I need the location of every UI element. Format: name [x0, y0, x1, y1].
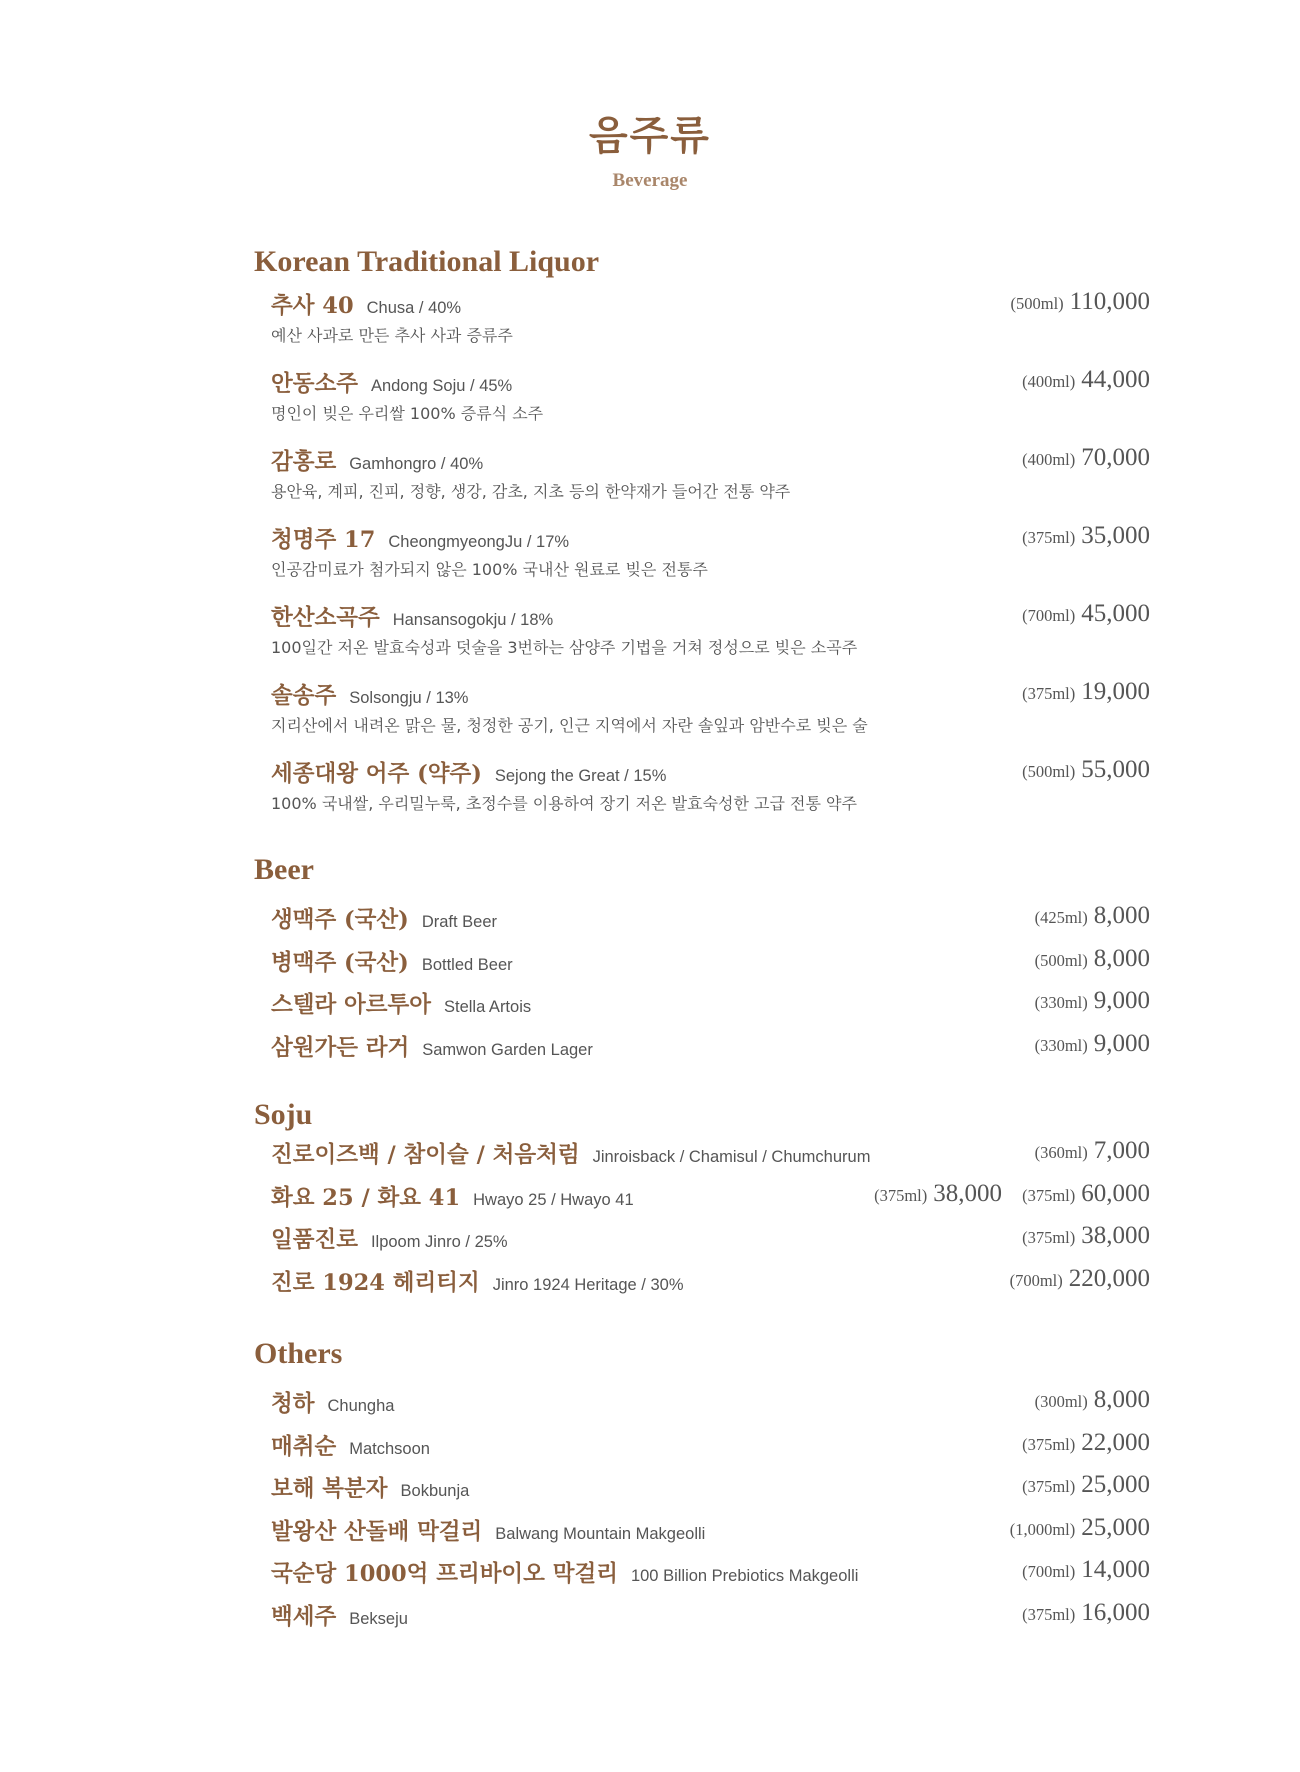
item-amount: 38,000	[933, 1179, 1002, 1207]
item-name-ko: 병맥주 (국산)	[271, 949, 409, 976]
item-amount: 7,000	[1093, 1137, 1150, 1164]
item-volume: (330ml)	[1034, 993, 1088, 1012]
item-amount: 44,000	[1081, 366, 1150, 393]
item-name-ko: 청하	[271, 1391, 315, 1417]
item-amount: 25,000	[1081, 1513, 1150, 1541]
item-name-ko: 청명주 17	[271, 527, 376, 553]
item-price	[1022, 600, 1150, 628]
item-name-ko: 추사 40	[271, 293, 354, 319]
item-name-en: Hwayo 25 / Hwayo 41	[473, 1190, 634, 1209]
item-price	[1022, 522, 1150, 550]
section-beer	[254, 852, 1150, 1072]
item-description: 100일간 저온 발효숙성과 덧술을 3번하는 삼양주 기법을 거쳐 정성으로 빚은 소곡주	[271, 638, 858, 657]
item-name-ko: 감홍로	[271, 449, 337, 475]
item-volume: (300ml)	[1034, 1392, 1088, 1411]
item-amount: 110,000	[1069, 288, 1150, 315]
item-price	[1022, 678, 1150, 706]
menu-item	[271, 1599, 1150, 1642]
item-price	[1035, 1030, 1150, 1058]
item-amount: 9,000	[1093, 987, 1150, 1014]
menu-item	[271, 987, 1150, 1030]
item-amount: 35,000	[1081, 522, 1150, 549]
menu-item	[271, 1514, 1150, 1557]
item-description: 지리산에서 내려온 맑은 물, 청정한 공기, 인근 지역에서 자란 솔잎과 암반수로 빚은 술	[271, 716, 868, 735]
page-subtitle: Beverage	[612, 170, 688, 191]
item-name-en: Sejong the Great / 15%	[494, 767, 667, 785]
item-amount: 16,000	[1081, 1598, 1150, 1626]
item-amount: 19,000	[1081, 678, 1150, 705]
item-volume: (400ml)	[1022, 372, 1076, 391]
item-name-ko: 한산소곡주	[271, 605, 380, 631]
item-name-en: Bokbunja	[400, 1482, 470, 1500]
item-name-en: Chusa / 40%	[366, 299, 462, 317]
item-volume: (500ml)	[1034, 950, 1088, 970]
section-title: Others	[254, 1337, 343, 1370]
item-price	[1022, 1222, 1150, 1250]
item-price	[1022, 444, 1150, 472]
item-volume: (375ml)	[1022, 1434, 1076, 1454]
item-volume: (425ml)	[1034, 908, 1088, 927]
item-amount: 55,000	[1081, 756, 1150, 783]
menu-item	[271, 288, 1150, 366]
menu-item	[271, 1137, 1150, 1180]
item-name-ko: 일품진로	[271, 1227, 358, 1253]
menu-item	[271, 1265, 1150, 1308]
item-volume: (375ml)	[1022, 1604, 1076, 1624]
item-description: 용안육, 계피, 진피, 정향, 생강, 감초, 지초 등의 한약재가 들어간 전통 약주	[271, 482, 791, 501]
item-name-ko: 화요 25 / 화요 41	[271, 1184, 461, 1211]
item-volume: (330ml)	[1034, 1035, 1088, 1055]
item-name-en: Chungha	[327, 1397, 395, 1415]
item-price	[1035, 987, 1150, 1015]
item-name-en: Bottled Beer	[421, 955, 513, 974]
menu-header	[0, 112, 1300, 192]
item-volume: (375ml)	[1022, 1185, 1076, 1205]
section-soju	[254, 1097, 1150, 1307]
item-price	[1022, 1599, 1150, 1627]
item-volume: (375ml)	[1022, 1228, 1076, 1247]
menu-item	[271, 1471, 1150, 1514]
item-name-ko: 삼원가든 라거	[271, 1034, 410, 1061]
item-volume: (700ml)	[1022, 606, 1076, 625]
item-price	[1022, 1429, 1150, 1457]
item-name-ko: 백세주	[271, 1603, 337, 1630]
item-name-en: Bekseju	[349, 1609, 408, 1628]
menu-item	[271, 444, 1150, 522]
item-volume: (1,000ml)	[1009, 1519, 1076, 1539]
item-price-secondary	[874, 1180, 1002, 1208]
item-price	[1035, 1386, 1150, 1414]
item-price	[1022, 1180, 1150, 1208]
item-volume: (375ml)	[1022, 1477, 1076, 1496]
item-name-ko: 진로 1924 헤리티지	[271, 1269, 480, 1296]
item-name-ko: 보해 복분자	[271, 1476, 388, 1502]
item-amount: 25,000	[1081, 1471, 1150, 1498]
item-name-en: CheongmyeongJu / 17%	[388, 533, 570, 551]
item-amount: 70,000	[1081, 444, 1150, 471]
item-amount: 8,000	[1093, 1386, 1150, 1413]
item-name-ko: 솔송주	[271, 683, 337, 709]
section-korean-traditional-liquor	[254, 244, 1150, 834]
item-price	[1022, 756, 1150, 784]
menu-item	[271, 366, 1150, 444]
menu-item	[271, 1429, 1150, 1472]
menu-item	[271, 1556, 1150, 1599]
section-title: Beer	[254, 853, 314, 886]
section-title: Soju	[254, 1098, 313, 1131]
item-price	[1022, 1471, 1150, 1499]
item-price	[1035, 945, 1150, 973]
item-amount: 45,000	[1081, 600, 1150, 627]
section-others	[254, 1336, 1150, 1641]
menu-item	[271, 600, 1150, 678]
item-volume: (375ml)	[874, 1185, 928, 1205]
item-amount: 14,000	[1081, 1556, 1150, 1583]
item-amount: 8,000	[1093, 944, 1150, 972]
item-name-ko: 진로이즈백 / 참이슬 / 처음처럼	[271, 1142, 580, 1168]
menu-item	[271, 522, 1150, 600]
item-price	[1035, 902, 1150, 930]
item-name-en: Jinro 1924 Heritage / 30%	[492, 1275, 684, 1294]
menu-item	[271, 1030, 1150, 1073]
item-description: 100% 국내쌀, 우리밀누룩, 초정수를 이용하여 장기 저온 발효숙성한 고급 전통 약주	[271, 794, 857, 813]
item-price	[1010, 1265, 1150, 1293]
menu-item	[271, 678, 1150, 756]
item-name-ko: 안동소주	[271, 371, 358, 397]
item-price	[1011, 288, 1151, 316]
item-name-en: Matchsoon	[349, 1439, 430, 1458]
item-volume: (375ml)	[1022, 528, 1076, 547]
item-amount: 60,000	[1081, 1179, 1150, 1207]
page-title: 음주류	[589, 112, 711, 159]
item-name-en: Andong Soju / 45%	[370, 377, 513, 395]
item-volume: (400ml)	[1022, 450, 1076, 469]
item-amount: 9,000	[1093, 1029, 1150, 1057]
item-name-ko: 국순당 1000억 프리바이오 막걸리	[271, 1561, 618, 1587]
item-volume: (500ml)	[1022, 762, 1076, 781]
item-description: 예산 사과로 만든 추사 사과 증류주	[271, 326, 513, 345]
item-description: 명인이 빚은 우리쌀 100% 증류식 소주	[271, 404, 544, 423]
item-price	[1010, 1514, 1150, 1542]
menu-item	[271, 1180, 1150, 1223]
item-amount: 38,000	[1081, 1222, 1150, 1249]
item-amount: 22,000	[1081, 1428, 1150, 1456]
menu-item	[271, 756, 1150, 834]
item-name-en: 100 Billion Prebiotics Makgeolli	[630, 1567, 859, 1585]
item-name-ko: 스텔라 아르투아	[271, 992, 431, 1018]
item-volume: (360ml)	[1034, 1143, 1088, 1162]
item-volume: (375ml)	[1022, 684, 1076, 703]
item-volume: (500ml)	[1010, 294, 1064, 313]
item-price	[1035, 1137, 1150, 1165]
item-name-en: Samwon Garden Lager	[422, 1040, 593, 1059]
item-description: 인공감미료가 첨가되지 않은 100% 국내산 원료로 빚은 전통주	[271, 560, 708, 579]
item-name-en: Stella Artois	[443, 998, 532, 1016]
menu-item	[271, 945, 1150, 988]
item-name-en: Jinroisback / Chamisul / Chumchurum	[592, 1148, 871, 1166]
item-volume: (700ml)	[1022, 1562, 1076, 1581]
section-title: Korean Traditional Liquor	[254, 245, 600, 278]
item-amount: 8,000	[1093, 902, 1150, 929]
item-name-ko: 세종대왕 어주 (약주)	[271, 761, 482, 787]
item-name-en: Balwang Mountain Makgeolli	[495, 1524, 706, 1543]
item-volume: (700ml)	[1009, 1270, 1063, 1290]
item-name-en: Gamhongro / 40%	[349, 455, 484, 473]
item-price	[1022, 366, 1150, 394]
menu-item	[271, 1222, 1150, 1265]
item-name-en: Draft Beer	[421, 913, 498, 931]
item-name-en: Hansansogokju / 18%	[392, 611, 554, 629]
item-name-ko: 매취순	[271, 1433, 337, 1460]
item-name-en: Ilpoom Jinro / 25%	[370, 1233, 508, 1251]
item-amount: 220,000	[1068, 1264, 1150, 1292]
item-name-ko: 생맥주 (국산)	[271, 907, 409, 933]
menu-item	[271, 1386, 1150, 1429]
item-price	[1022, 1556, 1150, 1584]
item-name-en: Solsongju / 13%	[349, 689, 469, 707]
item-name-ko: 발왕산 산돌배 막걸리	[271, 1518, 483, 1545]
menu-item	[271, 902, 1150, 945]
